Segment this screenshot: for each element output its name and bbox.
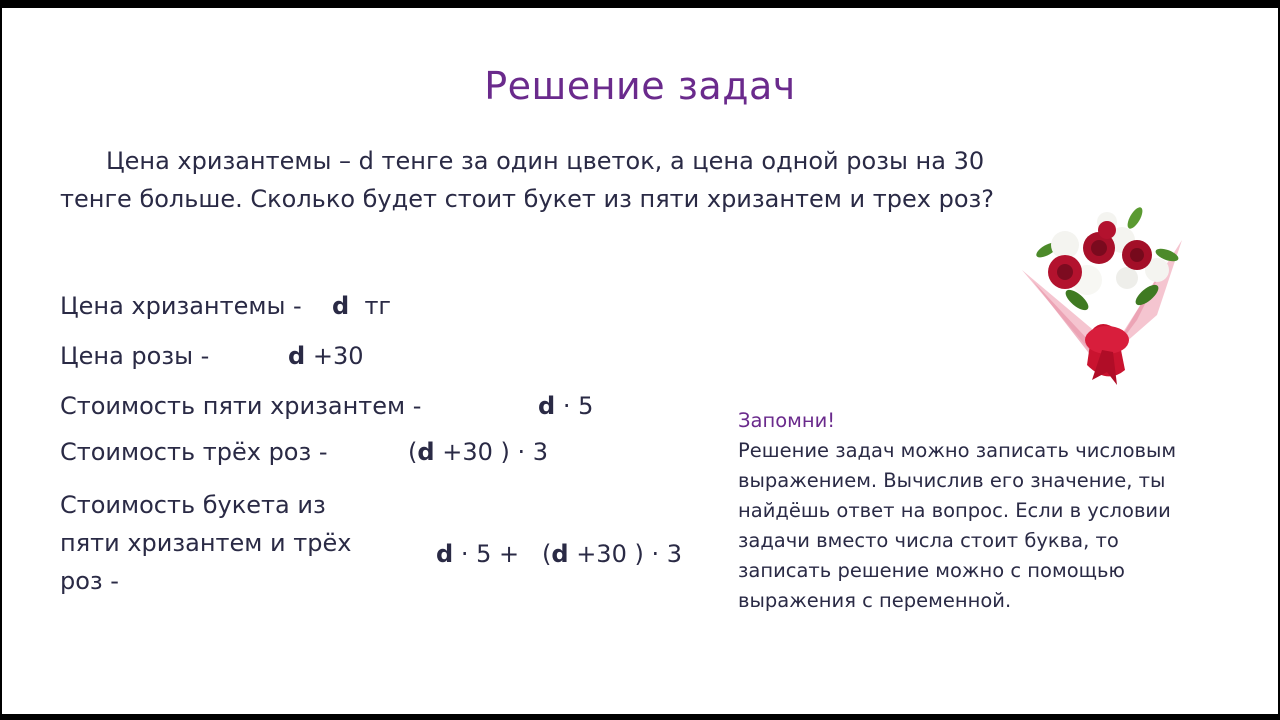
row1-expression: d тг [332, 292, 392, 320]
row3-expression: d · 5 [538, 392, 594, 420]
remember-note [738, 406, 1208, 616]
note-line: найдёшь ответ на вопрос. Если в условии [738, 499, 1171, 522]
note-line: задачи вместо числа стоит буква, то [738, 529, 1119, 552]
note-line: выражением. Вычислив его значение, ты [738, 469, 1166, 492]
flower-bouquet-icon [1007, 200, 1197, 390]
row2-expression: d +30 [288, 342, 364, 370]
row3-label: Стоимость пяти хризантем - [60, 392, 422, 420]
problem-statement [60, 142, 1050, 218]
row5-expression: d · 5 + (d +30 ) · 3 [436, 540, 682, 568]
row1-label: Цена хризантемы - [60, 292, 302, 320]
row4-label: Стоимость трёх роз - [60, 438, 328, 466]
problem-line-1: Цена хризантемы – d тенге за один цветок, а цена одной розы на 30 [106, 147, 985, 175]
note-heading: Запомни! [738, 409, 836, 432]
note-line: выражения с переменной. [738, 589, 1012, 612]
slide [2, 8, 1278, 714]
note-line: записать решение можно с помощью [738, 559, 1125, 582]
row2-label: Цена розы - [60, 342, 210, 370]
row5-label: Стоимость букета из пяти хризантем и трёх роз - [60, 491, 352, 595]
problem-line-2: тенге больше. Сколько будет стоит букет из пяти хризантем и трех роз? [60, 185, 994, 213]
slide-title: Решение задач [484, 64, 796, 108]
note-line: Решение задач можно записать числовым [738, 439, 1177, 462]
row4-expression: (d +30 ) · 3 [408, 438, 548, 466]
